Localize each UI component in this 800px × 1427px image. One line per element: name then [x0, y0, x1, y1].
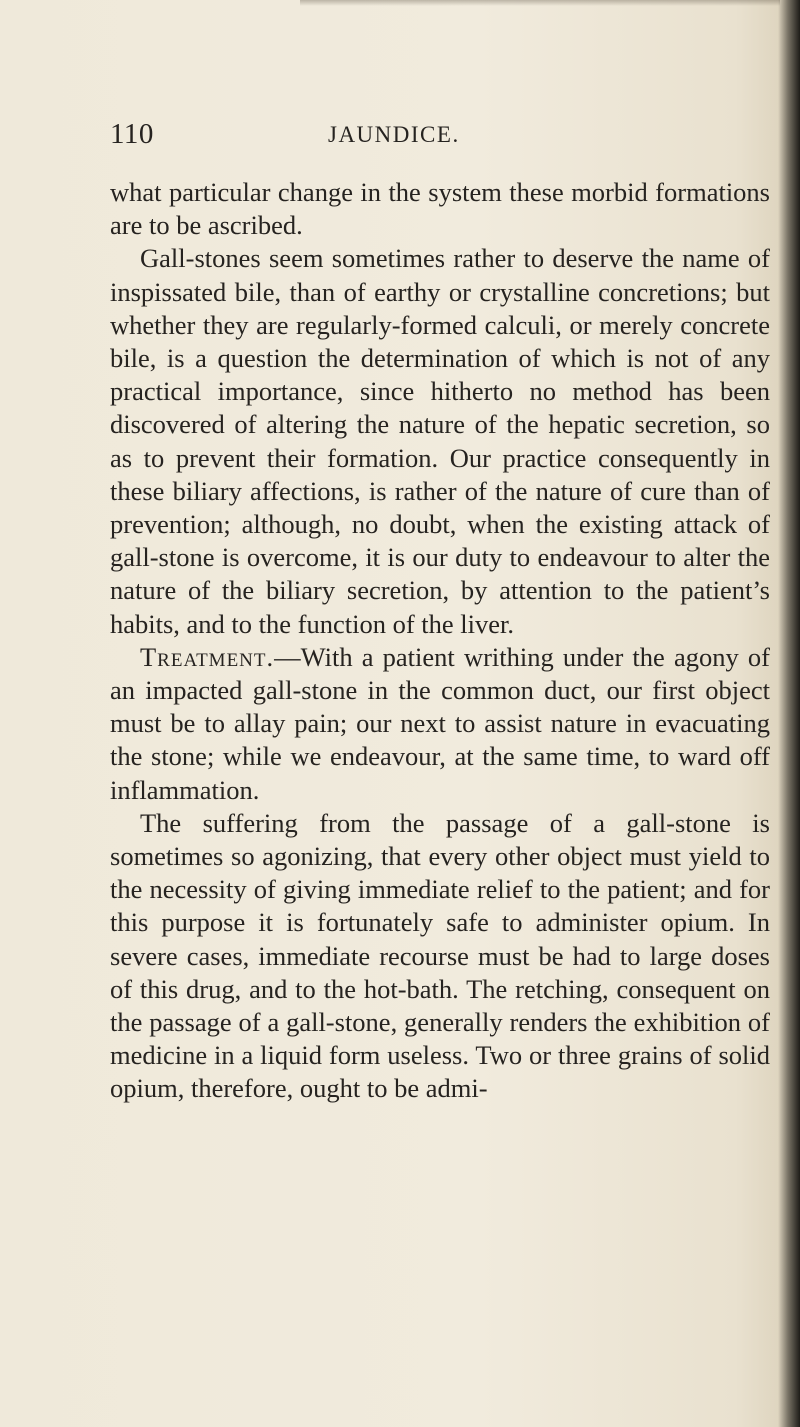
paragraph-continuation: what particular change in the system these morbid formations are to be ascribed.: [110, 177, 770, 241]
page-header: [110, 118, 770, 158]
treatment-heading: Treatment.: [140, 641, 275, 672]
treatment-text: —With a patient writhing under the agony of an impacted gall-stone in the common duct, our first object must be to allay pain; our next to assist nature in evacuating the stone; while we endeavour, at the same time, to ward off inflammation.: [110, 641, 770, 805]
running-head: JAUNDICE.: [328, 122, 460, 147]
page-binding-edge: [778, 0, 800, 1427]
paragraph-treatment: [110, 641, 770, 807]
paragraph-gall-stones: Gall-stones seem sometimes rather to deserve the name of inspissated bile, than of earthy or crystalline concretions; but whether they are regularly-formed calculi, or merely concrete bile, is a question the determination of which is not of any practical importance, since hitherto no method has been discovered of altering the nature of the hepatic secretion, so as to prevent their formation. Our practice consequently in these biliary affections, is rather of the nature of cure than of prevention; although, no doubt, when the existing attack of gall-stone is overcome, it is our duty to endeavour to alter the nature of the biliary secretion, by attention to the patient’s habits, and to the function of the liver.: [110, 243, 770, 639]
paragraph-suffering: The suffering from the passage of a gall-stone is sometimes so agonizing, that every other object must yield to the necessity of giving immediate relief to the patient; and for this purpose it is fortunately safe to administer opium. In severe cases, immediate recourse must be had to large doses of this drug, and to the hot-bath. The retching, consequent on the passage of a gall-stone, generally renders the exhibition of medicine in a liquid form useless. Two or three grains of solid opium, therefore, ought to be admi-: [110, 807, 770, 1104]
body-text: [110, 176, 770, 1106]
page-top-shadow: [300, 0, 780, 6]
page-number: 110: [110, 118, 154, 150]
